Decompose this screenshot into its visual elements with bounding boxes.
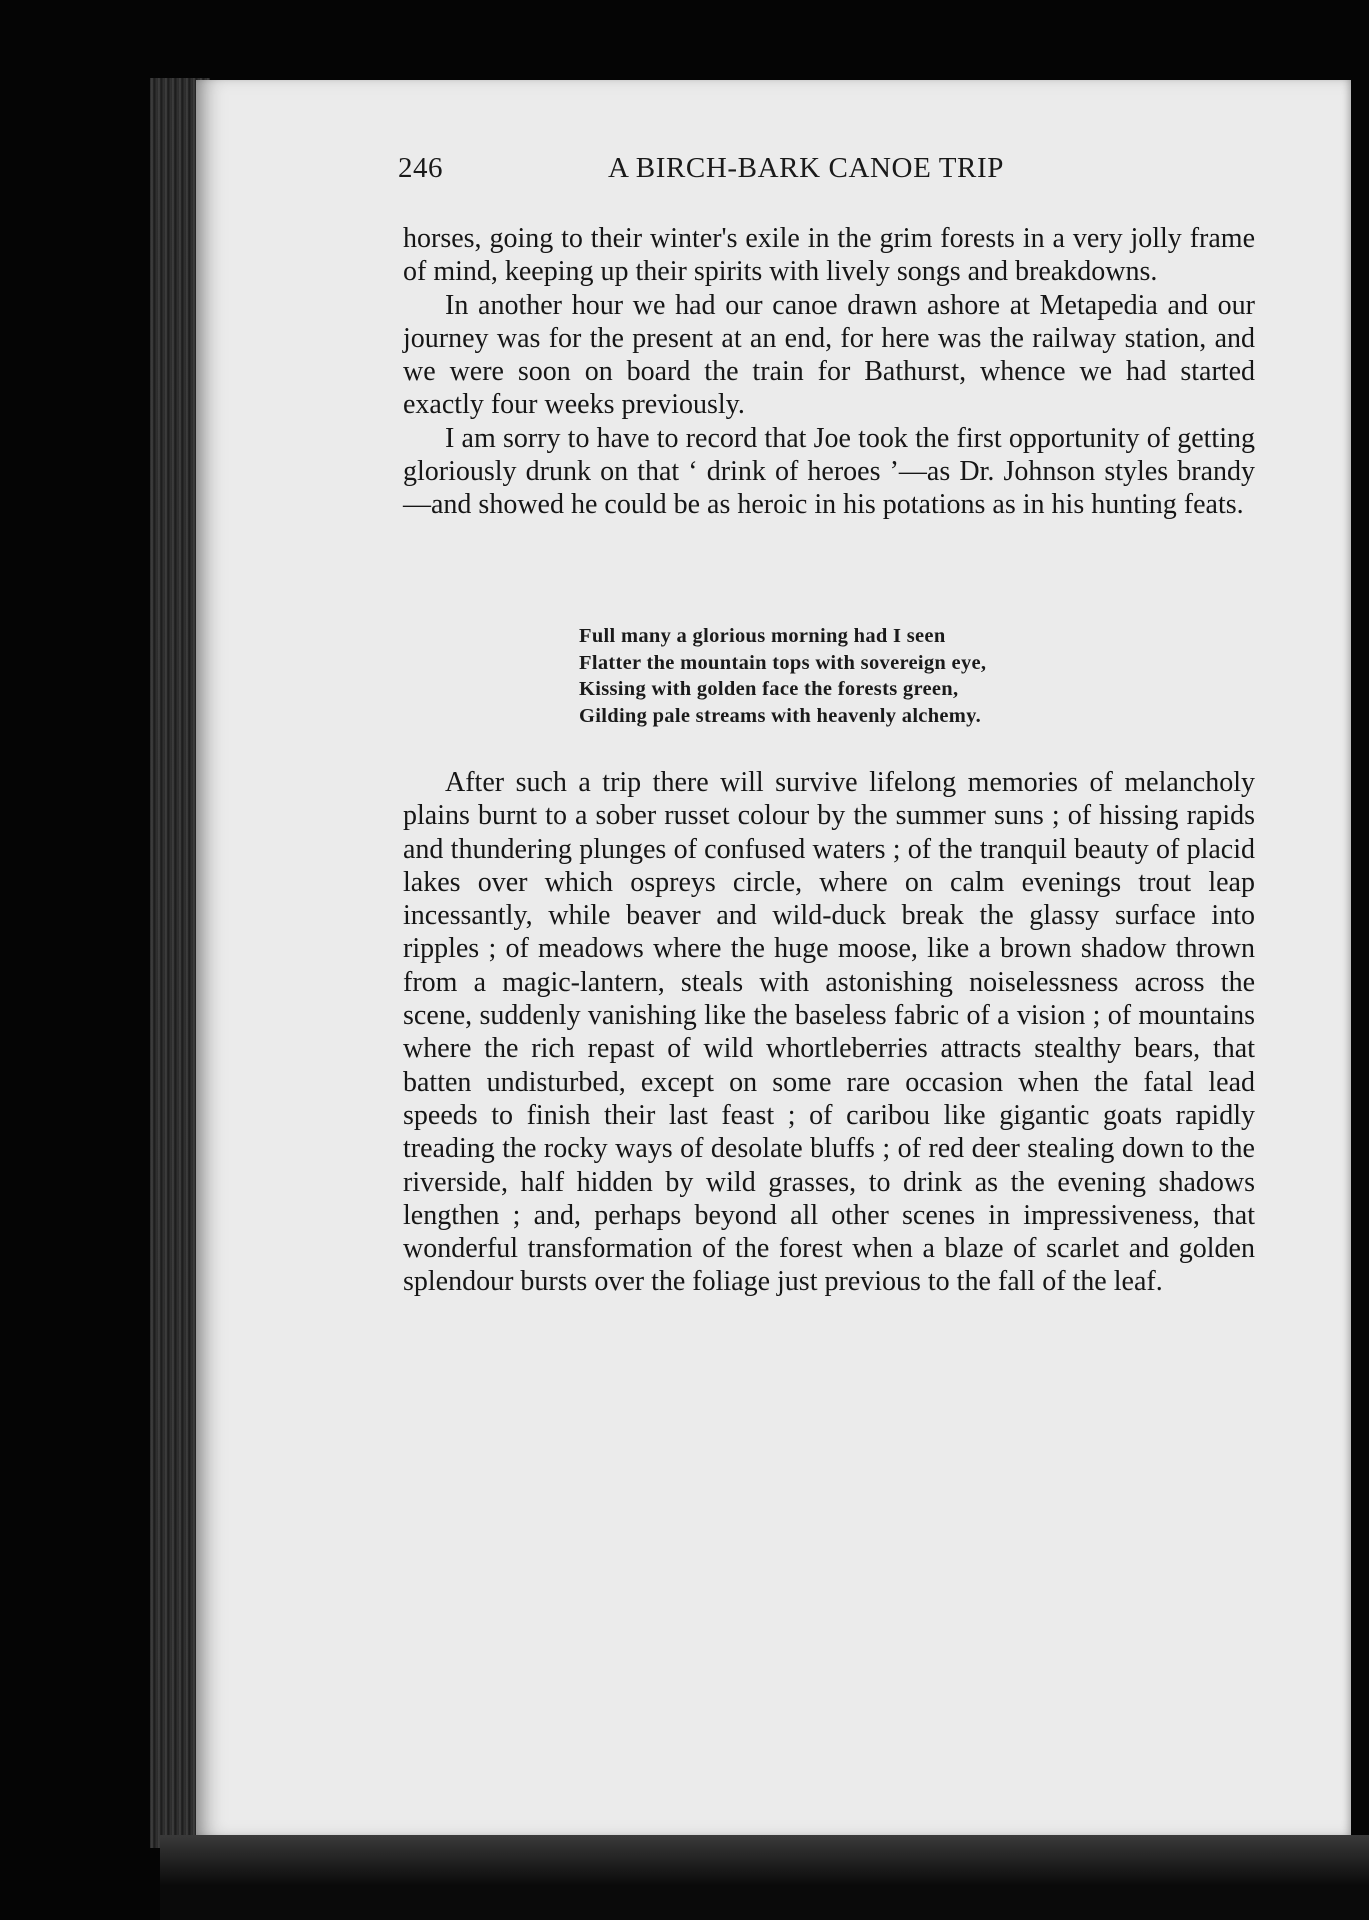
body-text-top [403, 222, 1255, 522]
verse-line: Kissing with golden face the forests green, [579, 678, 959, 700]
verse-line: Flatter the mountain tops with sovereign eye, [579, 651, 987, 674]
body-text-bottom [403, 766, 1255, 1299]
running-title: A BIRCH-BARK CANOE TRIP [608, 152, 1004, 184]
paragraph-joe: I am sorry to have to record that Joe took the first opportunity of getting gloriously drunk on that ‘ drink of heroes ’—as Dr. Johnson styles brandy—and showed he could be as heroic in his potations as in his hunting feats. [403, 422, 1255, 521]
page-bottom-shadow [160, 1835, 1369, 1920]
verse-quotation [579, 623, 1139, 729]
verse-line: Gilding pale streams with heavenly alchemy. [579, 704, 982, 727]
paragraph-memories: After such a trip there will survive lifelong memories of melancholy plains burnt to a sober russet colour by the summer suns ; of hissing rapids and thundering plunges of confused waters ; of the tranquil beauty of placid lakes over which ospreys circle, where on calm evenings trout leap incessantly, while beaver and wild-duck break the glassy surface into ripples ; of meadows where the huge moose, like a brown shadow thrown from a magic-lantern, steals with astonishing noiselessness across the scene, suddenly vanishing like the baseless fabric of a vision ; of mountains where the rich repast of wild whortleberries attracts stealthy bears, that batten undisturbed, except on some rare occasion when the fatal lead speeds to finish their last feast ; of caribou like gigantic goats rapidly treading the rocky ways of desolate bluffs ; of red deer stealing down to the riverside, half hidden by wild grasses, to drink as the evening shadows lengthen ; and, perhaps beyond all other scenes in impressiveness, that wonderful transformation of the forest when a blaze of scarlet and golden splendour bursts over the foliage just previous to the fall of the leaf. [403, 767, 1255, 1298]
paragraph-metapedia: In another hour we had our canoe drawn ashore at Metapedia and our journey was for the present at an end, for here was the railway station, and we were soon on board the train for Bathurst, whence we had started exactly four weeks previously. [403, 289, 1255, 421]
page-number: 246 [398, 152, 443, 184]
running-head [398, 152, 1260, 192]
verse-line: Full many a glorious morning had I seen [579, 625, 946, 647]
paragraph-continuation: horses, going to their winter's exile in the grim forests in a very jolly frame of mind, keeping up their spirits with lively songs and breakdowns. [403, 223, 1255, 288]
